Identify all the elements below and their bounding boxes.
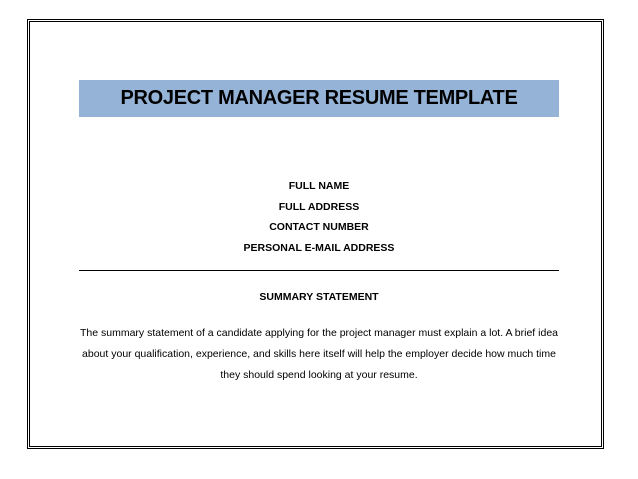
full-name: FULL NAME	[288, 180, 350, 192]
title-banner	[79, 80, 559, 117]
section-divider	[79, 270, 559, 271]
document-title: PROJECT MANAGER RESUME TEMPLATE	[120, 87, 518, 109]
email-address: PERSONAL E-MAIL ADDRESS	[243, 241, 395, 254]
summary-text: The summary statement of a candidate applying for the project manager must explain a lot. A brief idea about your qualification, experience, and skills here itself will help the employer decide how much time they should spend looking at your resume.	[79, 327, 558, 381]
contact-number: CONTACT NUMBER	[269, 221, 369, 233]
full-address: FULL ADDRESS	[278, 200, 360, 213]
contact-block	[79, 176, 559, 258]
summary-heading: SUMMARY STATEMENT	[259, 291, 379, 303]
